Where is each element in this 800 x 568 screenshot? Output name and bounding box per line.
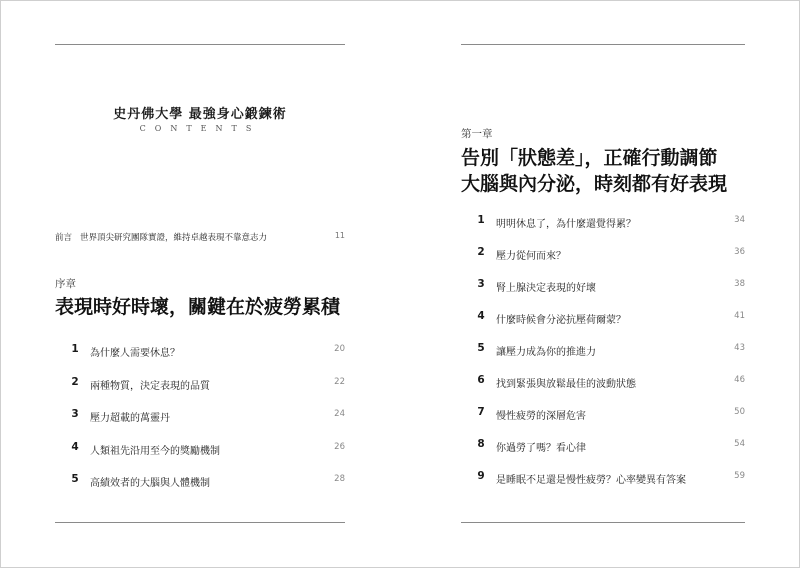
toc-item-page: 54: [734, 439, 745, 449]
toc-item-title: 什麼時候會分泌抗壓荷爾蒙？: [496, 315, 626, 326]
toc-item[interactable]: [55, 343, 345, 376]
toc-item[interactable]: [55, 441, 345, 474]
toc-item-title: 找到緊張與放鬆最佳的波動狀態: [496, 379, 636, 390]
toc-item-number: 1: [71, 343, 79, 355]
book-title: 史丹佛大學 最強身心鍛鍊術: [113, 107, 287, 122]
chapter-label: 第一章: [461, 128, 493, 140]
toc-item[interactable]: [461, 406, 745, 438]
top-rule: [55, 44, 345, 45]
toc-list: [55, 343, 345, 506]
toc-item-title: 是睡眠不足還是慢性疲勞？心率變異有答案: [496, 475, 686, 486]
toc-item-title: 明明休息了，為什麼還覺得累？: [496, 219, 636, 230]
preface-title: 世界頂尖研究團隊實證，維持卓越表現不靠意志力: [80, 233, 268, 243]
toc-item-number: 4: [477, 310, 485, 322]
left-page: [55, 0, 345, 568]
preface-entry[interactable]: [55, 231, 345, 243]
toc-item[interactable]: [461, 470, 745, 502]
toc-item-number: 2: [71, 375, 79, 388]
toc-item-page: 28: [334, 474, 345, 484]
right-page: [461, 0, 745, 568]
toc-item-page: 20: [334, 344, 345, 354]
toc-item-title: 腎上腺決定表現的好壞: [496, 283, 596, 294]
chapter-title: [461, 145, 745, 197]
toc-item-number: 1: [477, 214, 485, 226]
toc-item-page: 50: [734, 407, 745, 417]
chapter-title-line-1: 告別「狀態差」，正確行動調節: [461, 147, 718, 169]
bottom-rule: [461, 522, 745, 523]
toc-item[interactable]: [461, 278, 745, 310]
toc-item-number: 5: [477, 342, 485, 354]
toc-item-page: 46: [734, 375, 745, 385]
toc-list: [461, 214, 745, 502]
contents-heading: CONTENTS: [139, 124, 261, 133]
toc-item-page: 26: [334, 441, 345, 452]
toc-item-page: 22: [334, 376, 345, 387]
toc-item-page: 59: [734, 471, 745, 481]
toc-item-number: 5: [71, 473, 79, 485]
toc-item-title: 慢性疲勞的深層危害: [496, 411, 586, 422]
chapter-title: 表現時好時壞，關鍵在於疲勞累積: [55, 296, 341, 318]
toc-item[interactable]: [461, 438, 745, 470]
toc-item-number: 9: [477, 470, 485, 482]
toc-item-number: 7: [477, 406, 485, 418]
chapter-title-line-2: 大腦與內分泌，時刻都有好表現: [461, 173, 728, 195]
preface-page-number: 11: [334, 231, 345, 240]
bottom-rule: [55, 522, 345, 523]
toc-item-number: 2: [477, 246, 485, 258]
toc-item[interactable]: [461, 374, 745, 406]
toc-item-title: 讓壓力成為你的推進力: [496, 347, 596, 358]
toc-item-page: 24: [334, 409, 345, 419]
toc-item-page: 41: [734, 311, 745, 321]
toc-item-page: 34: [734, 215, 745, 225]
toc-item[interactable]: [461, 214, 745, 246]
toc-item[interactable]: [55, 473, 345, 506]
toc-item-title: 高績效者的大腦與人體機制: [90, 478, 210, 489]
preface-label: 前言: [55, 233, 73, 243]
toc-item-title: 為什麼人需要休息？: [90, 348, 180, 359]
toc-item-page: 36: [734, 247, 745, 257]
toc-item[interactable]: [55, 408, 345, 441]
toc-item[interactable]: [55, 376, 345, 409]
toc-item-number: 8: [477, 438, 485, 450]
toc-item[interactable]: [461, 246, 745, 278]
toc-item-number: 3: [477, 278, 485, 290]
toc-item-number: 3: [71, 408, 79, 420]
chapter-label: 序章: [55, 278, 76, 290]
toc-item-title: 你過勞了嗎？看心律: [496, 443, 586, 454]
toc-item-number: 4: [71, 440, 79, 453]
toc-item-title: 人類祖先沿用至今的獎勵機制: [90, 445, 220, 457]
toc-item-title: 壓力從何而來？: [496, 251, 566, 262]
toc-item-title: 壓力超載的萬靈丹: [90, 413, 170, 424]
toc-item-page: 38: [734, 279, 745, 289]
toc-item[interactable]: [461, 310, 745, 342]
toc-item-title: 兩種物質，決定表現的品質: [90, 380, 210, 392]
toc-item-page: 43: [734, 343, 745, 353]
top-rule: [461, 44, 745, 45]
toc-item[interactable]: [461, 342, 745, 374]
toc-item-number: 6: [477, 374, 485, 386]
